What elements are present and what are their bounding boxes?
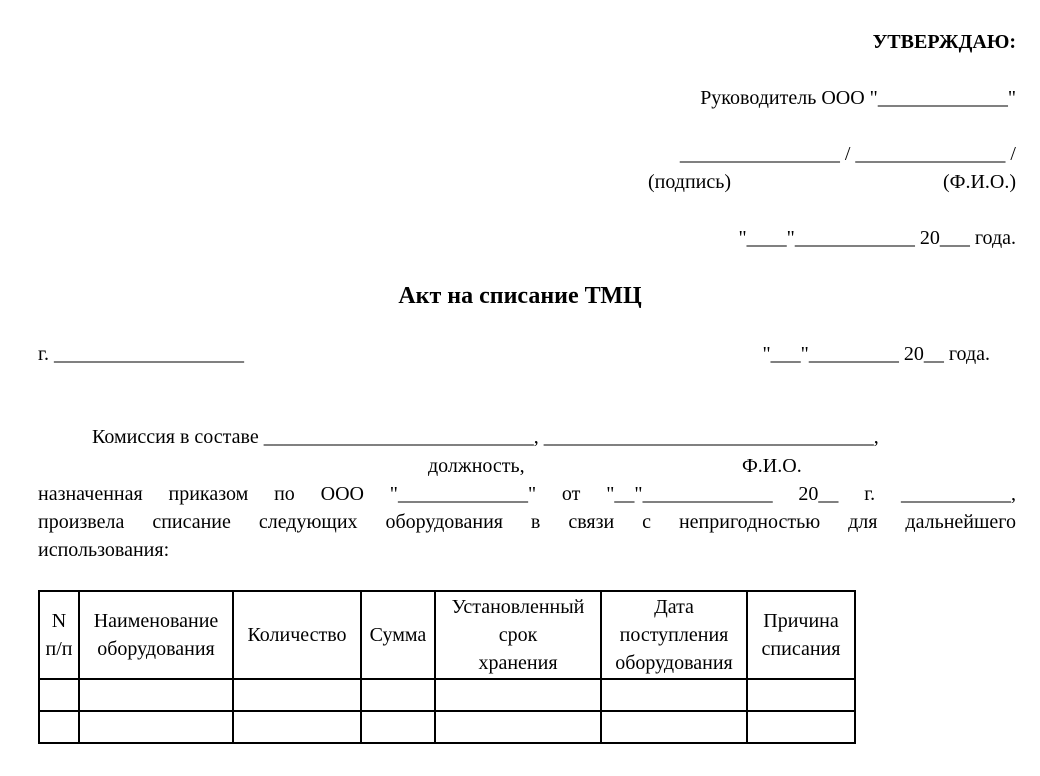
column-header-quantity: Количество bbox=[233, 591, 361, 679]
table-cell[interactable] bbox=[79, 679, 233, 711]
column-header-receipt-date: Дата поступления оборудования bbox=[601, 591, 747, 679]
table-cell[interactable] bbox=[601, 679, 747, 711]
signature-line: ________________ / _______________ / bbox=[679, 143, 1016, 165]
commission-line: Комиссия в составе ___________________________, _________________________________, bbox=[92, 426, 879, 448]
document-title: Акт на списание ТМЦ bbox=[398, 283, 642, 309]
writeoff-line: произвела списание следующих оборудования в связи с непригодностью для дальнейшего bbox=[38, 511, 1016, 533]
table-cell[interactable] bbox=[435, 711, 601, 743]
approval-date-line: "____"____________ 20___ года. bbox=[738, 227, 1016, 249]
table-cell[interactable] bbox=[361, 711, 435, 743]
column-header-reason: Причина списания bbox=[747, 591, 855, 679]
table-cell[interactable] bbox=[39, 679, 79, 711]
table-header-row bbox=[39, 591, 855, 679]
column-header-sum: Сумма bbox=[361, 591, 435, 679]
table-row bbox=[39, 679, 855, 711]
table-cell[interactable] bbox=[233, 679, 361, 711]
column-header-number: N п/п bbox=[39, 591, 79, 679]
table-cell[interactable] bbox=[361, 679, 435, 711]
table-cell[interactable] bbox=[79, 711, 233, 743]
signature-caption: (подпись) bbox=[648, 171, 732, 193]
usage-line: использования: bbox=[38, 539, 170, 561]
fio-caption: (Ф.И.О.) bbox=[942, 171, 1016, 193]
table-cell[interactable] bbox=[601, 711, 747, 743]
head-of-company-line: Руководитель ООО "_____________" bbox=[700, 87, 1016, 109]
table-cell[interactable] bbox=[233, 711, 361, 743]
position-caption: должность, bbox=[428, 455, 525, 477]
table-row bbox=[39, 711, 855, 743]
table-cell[interactable] bbox=[747, 679, 855, 711]
fio-caption-body: Ф.И.О. bbox=[742, 455, 802, 477]
column-header-name: Наименование оборудования bbox=[79, 591, 233, 679]
column-header-storage-period: Установленный срок хранения bbox=[435, 591, 601, 679]
table-cell[interactable] bbox=[747, 711, 855, 743]
approve-heading: УТВЕРЖДАЮ: bbox=[872, 31, 1016, 53]
act-date-line: "___"_________ 20__ года. bbox=[762, 343, 990, 365]
place-line: г. ___________________ bbox=[38, 343, 244, 365]
table-cell[interactable] bbox=[39, 711, 79, 743]
table-cell[interactable] bbox=[435, 679, 601, 711]
writeoff-table bbox=[38, 590, 856, 744]
order-line: назначенная приказом по ООО "_____________" от "__"_____________ 20__ г. ___________, bbox=[38, 483, 1016, 505]
